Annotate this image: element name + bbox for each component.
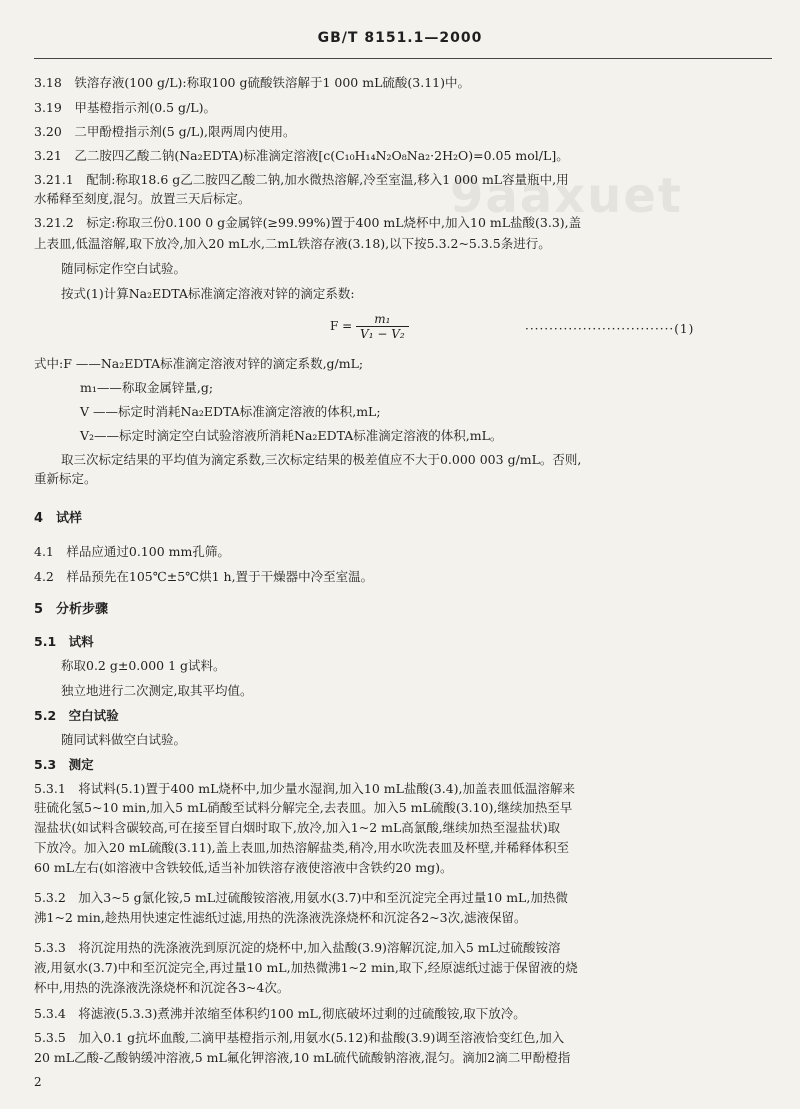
- section-4-heading: 4 试样: [34, 511, 83, 526]
- clause-5-3-heading: 5.3 测定: [34, 757, 94, 772]
- clause-3-21-1: 3.21.1 配制:称取18.6 g乙二胺四乙酸二钠,加水微热溶解,冷至室温,移入1 000 mL容量瓶中,用: [34, 172, 569, 187]
- clause-5-3-1-cont-4: 60 mL左右(如溶液中含铁较低,适当补加铁溶存液使溶液中含铁约20 mg)。: [34, 860, 453, 875]
- clause-5-3-1-cont-3: 下放冷。加入20 mL硫酸(3.11),盖上表皿,加热溶解盐类,稍冷,用水吹洗表皿及杯壁,并稀释体积至: [34, 840, 569, 855]
- clause-5-2-text: 随同试料做空白试验。: [61, 732, 187, 747]
- clause-5-2-heading: 5.2 空白试验: [34, 708, 119, 723]
- clause-3-21-1-cont: 水稀释至刻度,混匀。放置三天后标定。: [34, 191, 251, 206]
- clause-3-21-2-cont: 上表皿,低温溶解,取下放冷,加入20 mL水,二mL铁溶存液(3.18),以下按5.3.2~5.3.5条进行。: [34, 236, 551, 251]
- formula-lhs: F =: [330, 319, 353, 333]
- watermark: 9aaxuet: [450, 168, 683, 224]
- clause-3-20: 3.20 二甲酚橙指示剂(5 g/L),限两周内使用。: [34, 124, 296, 139]
- clause-5-1-text-2: 独立地进行二次测定,取其平均值。: [61, 683, 253, 698]
- clause-5-3-5: 5.3.5 加入0.1 g抗坏血酸,二滴甲基橙指示剂,用氨水(5.12)和盐酸(3.9)调至溶液恰变红色,加入: [34, 1030, 565, 1045]
- tolerance-note-cont: 重新标定。: [34, 471, 97, 486]
- formula-denominator: V₁ − V₂: [360, 327, 405, 341]
- clause-5-3-2-cont: 沸1~2 min,趁热用快速定性滤纸过滤,用热的洗涤液洗涤烧杯和沉淀各2~3次,滤液保留。: [34, 910, 527, 925]
- clause-3-21-2: 3.21.2 标定:称取三份0.100 0 g金属锌(≥99.99%)置于400 mL烧杯中,加入10 mL盐酸(3.3),盖: [34, 215, 582, 230]
- clause-5-3-2: 5.3.2 加入3~5 g氯化铵,5 mL过硫酸铵溶液,用氨水(3.7)中和至沉淀完全再过量10 mL,加热微: [34, 890, 568, 905]
- clause-4-1: 4.1 样品应通过0.100 mm孔筛。: [34, 544, 230, 559]
- clause-5-3-3-cont-2: 杯中,用热的洗涤液洗涤烧杯和沉淀各3~4次。: [34, 980, 290, 995]
- formula-intro: 按式(1)计算Na₂EDTA标准滴定溶液对锌的滴定系数:: [61, 286, 355, 301]
- where-m1: m₁——称取金属锌量,g;: [80, 380, 214, 395]
- where-V2: V₂——标定时滴定空白试验溶液所消耗Na₂EDTA标准滴定溶液的体积,mL。: [80, 428, 503, 443]
- clause-5-3-1: 5.3.1 将试料(5.1)置于400 mL烧杯中,加少量水湿润,加入10 mL盐酸(3.4),加盖表皿低温溶解来: [34, 781, 576, 796]
- tolerance-note: 取三次标定结果的平均值为滴定系数,三次标定结果的极差值应不大于0.000 003 g/mL。否则,: [61, 452, 582, 467]
- section-5-heading: 5 分析步骤: [34, 602, 109, 617]
- header-rule: [34, 58, 772, 59]
- clause-5-1-heading: 5.1 试料: [34, 634, 94, 649]
- formula-fraction: [356, 312, 409, 341]
- clause-5-3-4: 5.3.4 将滤液(5.3.3)煮沸并浓缩至体积约100 mL,彻底破坏过剩的过硫酸铵,取下放冷。: [34, 1006, 526, 1021]
- clause-5-3-1-cont-1: 驻硫化氢5~10 min,加入5 mL硝酸至试料分解完全,去表皿。加入5 mL硫酸(3.10),继续加热至早: [34, 800, 573, 815]
- page-number: 2: [34, 1075, 42, 1089]
- where-V: V ——标定时消耗Na₂EDTA标准滴定溶液的体积,mL;: [80, 404, 381, 419]
- blank-calibration-note: 随同标定作空白试验。: [61, 261, 187, 276]
- formula-1: [330, 312, 409, 341]
- clause-5-3-5-cont: 20 mL乙酸-乙酸钠缓冲溶液,5 mL氟化钾溶液,10 mL硫代硫酸钠溶液,混匀。滴加2滴二甲酚橙指: [34, 1050, 571, 1065]
- formula-numerator: m₁: [356, 312, 409, 327]
- where-F: 式中:F ——Na₂EDTA标准滴定溶液对锌的滴定系数,g/mL;: [34, 356, 364, 371]
- clause-5-3-3: 5.3.3 将沉淀用热的洗涤液洗到原沉淀的烧杯中,加入盐酸(3.9)溶解沉淀,加入5 mL过硫酸铵溶: [34, 940, 561, 955]
- clause-3-18: 3.18 铁溶存液(100 g/L):称取100 g硫酸铁溶解于1 000 mL硫酸(3.11)中。: [34, 75, 470, 90]
- clause-5-3-3-cont-1: 液,用氨水(3.7)中和至沉淀完全,再过量10 mL,加热微沸1~2 min,取下,经原滤纸过滤于保留液的烧: [34, 960, 578, 975]
- clause-5-1-text-1: 称取0.2 g±0.000 1 g试料。: [61, 658, 226, 673]
- formula-number: ·······························(1): [525, 322, 695, 336]
- clause-4-2: 4.2 样品预先在105℃±5℃烘1 h,置于干燥器中冷至室温。: [34, 569, 374, 584]
- standard-header: GB/T 8151.1—2000: [317, 30, 483, 46]
- clause-3-19: 3.19 甲基橙指示剂(0.5 g/L)。: [34, 100, 216, 115]
- clause-5-3-1-cont-2: 湿盐状(如试料含碳较高,可在接至冒白烟时取下,放冷,加入1~2 mL高氯酸,继续加热至湿盐状)取: [34, 820, 561, 835]
- clause-3-21: 3.21 乙二胺四乙酸二钠(Na₂EDTA)标准滴定溶液[c(C₁₀H₁₄N₂O₈Na₂·2H₂O)=0.05 mol/L]。: [34, 148, 569, 163]
